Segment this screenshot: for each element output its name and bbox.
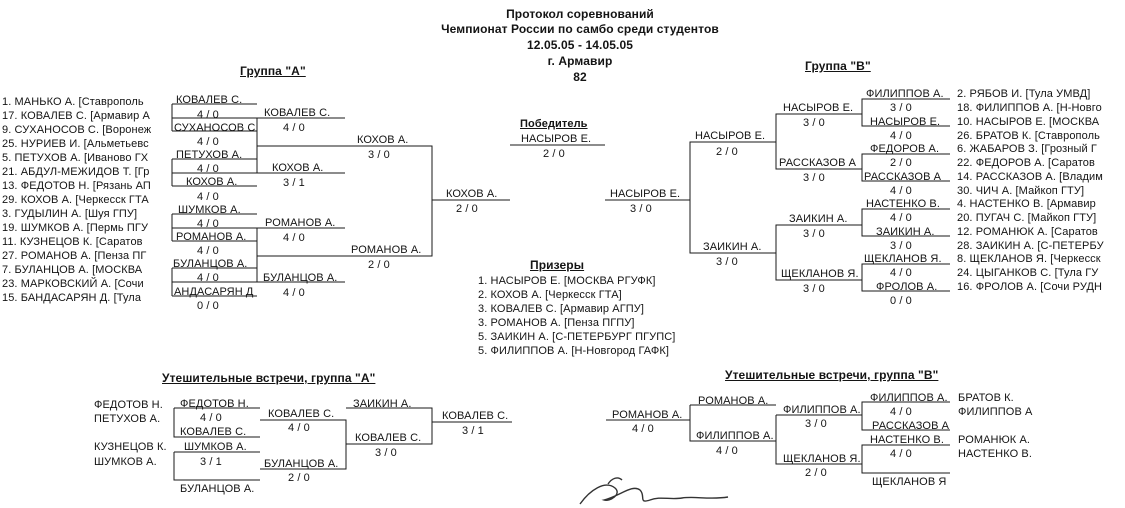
entrant-a: 5. ПЕТУХОВ А. [Иваново ГХ <box>2 152 149 164</box>
winner-score: 2 / 0 <box>543 148 565 160</box>
entrant-a: 21. АБДУЛ-МЕЖИДОВ Т. [Гр <box>2 166 150 178</box>
prizer-item: 3. КОВАЛЕВ С. [Армавир АГПУ] <box>478 303 645 315</box>
entrant-b: 16. ФРОЛОВ А. [Сочи РУДН <box>957 281 1103 293</box>
bracket-name: ЩЕКЛАНОВ Я. <box>783 453 861 465</box>
bracket-score: 0 / 0 <box>890 295 912 307</box>
entrant-b: 30. ЧИЧ А. [Майкоп ГТУ] <box>957 185 1085 197</box>
winner-title: Победитель <box>520 118 588 130</box>
bracket-score: 3 / 0 <box>375 447 397 459</box>
cons-b-final-score: 4 / 0 <box>632 423 654 435</box>
cons-b-lines <box>606 402 950 473</box>
entrant-b: 10. НАСЫРОВ Е. [МОСКВА <box>957 116 1100 128</box>
bracket-score: 4 / 0 <box>890 406 912 418</box>
bracket-name: БУЛАНЦОВ А. <box>173 258 248 270</box>
group-a-final-name: КОХОВ А. <box>446 188 498 200</box>
entrant-a: 1. МАНЬКО А. [Ставрополь <box>2 96 144 108</box>
prizer-item: 2. КОХОВ А. [Черкесск ГТА] <box>478 289 622 301</box>
bracket-name: ЩЕКЛАНОВ Я. <box>864 253 942 265</box>
entrant-a: 19. ШУМКОВ А. [Пермь ПГУ <box>2 222 149 234</box>
header-title: Протокол соревнований <box>506 7 654 21</box>
signature-scribble <box>560 470 760 508</box>
bracket-score: 4 / 0 <box>283 122 305 134</box>
cons-b-entrant: НАСТЕНКО В. <box>958 448 1033 460</box>
bracket-name: КОВАЛЕВ С. <box>355 432 422 444</box>
bracket-score: 4 / 0 <box>197 218 219 230</box>
bracket-name: НАСТЕНКО В. <box>870 434 945 446</box>
entrant-a: 25. НУРИЕВ И. [Альметьевс <box>2 138 149 150</box>
cons-a-final-score: 3 / 1 <box>462 425 484 437</box>
group-a-r1-lines <box>172 104 257 296</box>
bracket-name: БУЛАНЦОВ А. <box>263 272 338 284</box>
bracket-name: РАССКАЗОВ А <box>779 157 857 169</box>
bracket-score: 4 / 0 <box>283 232 305 244</box>
cons-b-entrant: ФИЛИППОВ А <box>958 406 1033 418</box>
entrant-b: 14. РАССКАЗОВ А. [Владим <box>957 171 1103 183</box>
group-a-final-score: 2 / 0 <box>456 203 478 215</box>
group-b-final-name: НАСЫРОВ Е. <box>610 188 681 200</box>
cons-a-entrant: ПЕТУХОВ А. <box>94 413 161 425</box>
entrant-a: 3. ГУДЫЛИН А. [Шуя ГПУ] <box>2 208 138 220</box>
group-b-r2-lines <box>776 114 862 280</box>
bracket-score: 4 / 0 <box>197 245 219 257</box>
bracket-name: НАСЫРОВ Е. <box>783 102 854 114</box>
bracket-score: 3 / 1 <box>283 177 305 189</box>
cons-a-final-name: КОВАЛЕВ С. <box>442 410 509 422</box>
entrant-a: 7. БУЛАНЦОВ А. [МОСКВА <box>2 264 143 276</box>
bracket-name: ФЕДОТОВ Н. <box>180 398 249 410</box>
bracket-score: 4 / 0 <box>890 130 912 142</box>
group-a-title: Группа "А" <box>240 64 306 78</box>
header-city: г. Армавир <box>547 54 613 68</box>
bracket-name: ФИЛИППОВ А. <box>696 430 774 442</box>
bracket-name: НАСЫРОВ Е. <box>870 116 941 128</box>
header-weight: 82 <box>573 70 587 84</box>
bracket-name: РОМАНОВ А. <box>265 217 336 229</box>
group-b-title: Группа "В" <box>805 59 871 73</box>
bracket-name: ФИЛИППОВ А. <box>783 404 861 416</box>
cons-b-final-name: РОМАНОВ А. <box>612 409 683 421</box>
entrant-a: 23. МАРКОВСКИЙ А. [Сочи <box>2 278 144 290</box>
bracket-name: ФИЛИППОВ А. <box>870 392 948 404</box>
prizer-item: 5. ФИЛИППОВ А. [Н-Новгород ГАФК] <box>478 345 669 357</box>
bracket-name: КОХОВ А. <box>186 176 238 188</box>
bracket-score: 4 / 0 <box>197 272 219 284</box>
entrant-b: 18. ФИЛИППОВ А. [Н-Новго <box>957 102 1102 114</box>
cons-a-top: ЗАИКИН А. <box>353 398 412 410</box>
header-dates: 12.05.05 - 14.05.05 <box>527 38 633 52</box>
bracket-score: 3 / 1 <box>200 456 222 468</box>
bracket-name: ШУМКОВ А. <box>184 441 247 453</box>
cons-a-lines <box>174 408 512 480</box>
group-a-r3-lines <box>345 146 510 256</box>
consolation-b-title: Утешительные встречи, группа "В" <box>725 368 939 382</box>
bracket-score: 3 / 0 <box>803 172 825 184</box>
bracket-score: 4 / 0 <box>197 191 219 203</box>
group-b-final-score: 3 / 0 <box>630 203 652 215</box>
bracket-name: ФЕДОРОВ А. <box>870 143 940 155</box>
bracket-score: 4 / 0 <box>197 163 219 175</box>
entrant-b: 22. ФЕДОРОВ А. [Саратов <box>957 157 1095 169</box>
prizer-item: 3. РОМАНОВ А. [Пенза ПГПУ] <box>478 317 635 329</box>
bracket-name: КОВАЛЕВ С. <box>180 426 247 438</box>
bracket-score: 3 / 0 <box>368 149 390 161</box>
entrant-b: 2. РЯБОВ И. [Тула УМВД] <box>957 88 1091 100</box>
entrant-b: 4. НАСТЕНКО В. [Армавир <box>957 198 1096 210</box>
cons-a-entrant: КУЗНЕЦОВ К. <box>94 441 167 453</box>
bracket-score: 3 / 0 <box>803 228 825 240</box>
bracket-name: ШУМКОВ А. <box>178 204 241 216</box>
group-b-r3-lines <box>690 142 776 253</box>
bracket-name: ПЕТУХОВ А. <box>176 149 243 161</box>
entrant-b: 26. БРАТОВ К. [Ставрополь <box>957 130 1100 142</box>
entrant-a: 29. КОХОВ А. [Черкесск ГТА <box>2 194 149 206</box>
prizer-item: 1. НАСЫРОВ Е. [МОСКВА РГУФК] <box>478 275 656 287</box>
bracket-score: 4 / 0 <box>890 448 912 460</box>
bracket-score: 2 / 0 <box>890 157 912 169</box>
bracket-score: 3 / 0 <box>890 240 912 252</box>
bracket-name: ФРОЛОВ А. <box>876 281 938 293</box>
bracket-name: НАСЫРОВ Е. <box>695 130 766 142</box>
cons-a-entrant: ШУМКОВ А. <box>94 456 157 468</box>
entrant-b: 28. ЗАИКИН А. [С-ПЕТЕРБУ <box>957 240 1104 252</box>
bracket-score: 2 / 0 <box>716 146 738 158</box>
bracket-name: СУХАНОСОВ С <box>174 122 256 134</box>
cons-b-r3-top: РОМАНОВ А. <box>698 395 769 407</box>
prizers-title: Призеры <box>530 258 585 272</box>
entrant-b: 8. ЩЕКЛАНОВ Я. [Черкесск <box>957 253 1101 265</box>
entrant-a: 17. КОВАЛЕВ С. [Армавир А <box>2 110 150 122</box>
bracket-score: 4 / 0 <box>890 185 912 197</box>
bracket-name: НАСТЕНКО В. <box>866 198 941 210</box>
entrant-b: 24. ЦЫГАНКОВ С. [Тула ГУ <box>957 267 1099 279</box>
bracket-score: 4 / 0 <box>197 109 219 121</box>
bracket-score: 3 / 0 <box>803 117 825 129</box>
entrant-b: 12. РОМАНЮК А. [Саратов <box>957 226 1098 238</box>
bracket-name: ФИЛИППОВ А. <box>866 88 944 100</box>
bracket-name: КОВАЛЕВ С. <box>268 408 335 420</box>
bracket-score: 3 / 0 <box>716 256 738 268</box>
entrant-b: 6. ЖАБАРОВ З. [Грозный Г <box>957 143 1097 155</box>
bracket-score: 4 / 0 <box>197 136 219 148</box>
bracket-score: 4 / 0 <box>283 287 305 299</box>
entrant-a: 13. ФЕДОТОВ Н. [Рязань АП <box>2 180 151 192</box>
group-b-r1-lines <box>862 99 950 291</box>
cons-b-entrant: РОМАНЮК А. <box>958 434 1031 446</box>
bracket-name: РОМАНОВ А. <box>351 244 422 256</box>
bracket-score: 2 / 0 <box>288 472 310 484</box>
bracket-name: АНДАСАРЯН Д <box>174 286 254 298</box>
bracket-name: ЗАИКИН А. <box>876 226 935 238</box>
bracket-name: РАССКАЗОВ А <box>872 420 950 432</box>
bracket-score: 4 / 0 <box>890 212 912 224</box>
bracket-score: 3 / 0 <box>803 283 825 295</box>
bracket-score: 2 / 0 <box>805 467 827 479</box>
prizer-item: 5. ЗАИКИН А. [С-ПЕТЕРБУРГ ПГУПС] <box>478 331 676 343</box>
bracket-name: КОХОВ А. <box>357 134 409 146</box>
entrant-b: 20. ПУГАЧ С. [Майкоп ГТУ] <box>957 212 1097 224</box>
bracket-name: КОВАЛЕВ С. <box>176 94 243 106</box>
bracket-score: 4 / 0 <box>716 445 738 457</box>
header-event: Чемпионат России по самбо среди студентов <box>441 22 719 36</box>
cons-b-entrant: БРАТОВ К. <box>958 392 1014 404</box>
bracket-name: ЩЕКЛАНОВ Я <box>872 476 947 488</box>
entrant-a: 11. КУЗНЕЦОВ К. [Саратов <box>2 236 143 248</box>
bracket-score: 0 / 0 <box>197 300 219 312</box>
bracket-name: РОМАНОВ А. <box>176 231 247 243</box>
bracket-name: РАССКАЗОВ А <box>864 171 942 183</box>
entrant-a: 15. БАНДАСАРЯН Д. [Тула <box>2 292 142 304</box>
bracket-score: 3 / 0 <box>805 418 827 430</box>
bracket-score: 4 / 0 <box>288 422 310 434</box>
bracket-name: БУЛАНЦОВ А. <box>180 483 255 495</box>
bracket-name: КОВАЛЕВ С. <box>264 107 331 119</box>
cons-a-entrant: ФЕДОТОВ Н. <box>94 399 163 411</box>
bracket-name: ЩЕКЛАНОВ Я. <box>781 268 859 280</box>
bracket-name: ЗАИКИН А. <box>789 213 848 225</box>
consolation-a-title: Утешительные встречи, группа "А" <box>162 371 376 385</box>
entrant-a: 27. РОМАНОВ А. [Пенза ПГ <box>2 250 147 262</box>
bracket-score: 4 / 0 <box>200 412 222 424</box>
bracket-name: ЗАИКИН А. <box>703 241 762 253</box>
winner-name: НАСЫРОВ Е. <box>521 133 592 145</box>
bracket-name: КОХОВ А. <box>272 162 324 174</box>
bracket-score: 3 / 0 <box>890 102 912 114</box>
bracket-name: БУЛАНЦОВ А. <box>264 458 339 470</box>
bracket-score: 2 / 0 <box>368 259 390 271</box>
bracket-score: 4 / 0 <box>890 267 912 279</box>
entrant-a: 9. СУХАНОСОВ С. [Воронеж <box>2 124 152 136</box>
group-a-r2-lines <box>257 118 345 282</box>
